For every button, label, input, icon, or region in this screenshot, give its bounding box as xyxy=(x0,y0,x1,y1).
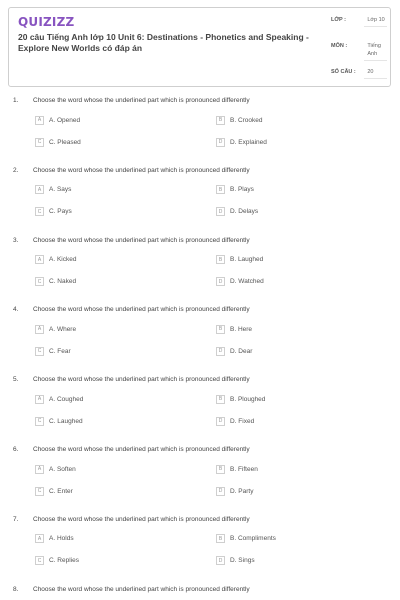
option-text: B. Laughed xyxy=(230,256,264,264)
question-number: 6. xyxy=(13,446,19,453)
meta-row-class xyxy=(331,16,387,42)
answer-option[interactable] xyxy=(35,185,71,195)
option-text: A. Where xyxy=(49,325,77,333)
option-text: C. Replies xyxy=(49,557,79,565)
option-text: B. Compliments xyxy=(230,535,276,543)
meta-row-subject xyxy=(331,42,387,68)
option-letter-box[interactable]: D xyxy=(216,556,225,565)
option-text: B. Crooked xyxy=(230,116,263,124)
question-text: Choose the word whose the underlined part which is pronounced differently xyxy=(33,306,250,314)
quizizz-logo: QUIZIZZ xyxy=(18,15,75,29)
meta-label: SỐ CÂU : xyxy=(331,69,356,75)
answer-option[interactable] xyxy=(35,534,74,544)
worksheet-header xyxy=(8,7,391,87)
option-text: D. Dear xyxy=(230,347,253,355)
option-letter-box[interactable]: C xyxy=(35,277,44,286)
option-letter-box[interactable]: A xyxy=(35,395,44,404)
option-text: D. Sings xyxy=(230,557,255,565)
option-letter-box[interactable]: B xyxy=(216,116,225,125)
option-letter-box[interactable]: C xyxy=(35,207,44,216)
question-number: 1. xyxy=(13,97,19,104)
question-number: 2. xyxy=(13,166,19,174)
option-letter-box[interactable]: C xyxy=(35,347,44,356)
option-letter-box[interactable]: D xyxy=(216,207,225,216)
option-letter-box[interactable]: D xyxy=(216,347,225,356)
answer-option[interactable] xyxy=(35,556,79,566)
answer-option[interactable] xyxy=(216,416,254,426)
answer-option[interactable] xyxy=(216,137,267,147)
answer-option[interactable] xyxy=(216,255,263,265)
meta-row-count xyxy=(331,68,387,79)
option-letter-box[interactable]: B xyxy=(216,255,225,264)
answer-option[interactable] xyxy=(216,346,252,356)
option-letter-box[interactable]: B xyxy=(216,325,225,334)
answer-option[interactable] xyxy=(35,255,76,265)
answer-option[interactable] xyxy=(35,324,76,334)
question-number: 3. xyxy=(13,236,19,244)
option-text: D. Party xyxy=(230,487,254,495)
option-text: C. Enter xyxy=(49,487,73,495)
option-letter-box[interactable]: D xyxy=(216,277,225,286)
answer-option[interactable] xyxy=(35,486,73,496)
option-text: A. Kicked xyxy=(49,256,77,264)
option-text: D. Delays xyxy=(230,208,259,216)
option-text: C. Naked xyxy=(49,278,77,286)
answer-option[interactable] xyxy=(216,486,253,496)
answer-option[interactable] xyxy=(216,394,265,404)
question-number: 8. xyxy=(13,585,19,593)
option-letter-box[interactable]: A xyxy=(35,255,44,264)
option-text: D. Watched xyxy=(230,278,264,286)
worksheet-meta xyxy=(331,16,387,79)
answer-option[interactable] xyxy=(35,464,76,474)
question-number: 5. xyxy=(13,376,19,384)
option-letter-box[interactable]: A xyxy=(35,325,44,334)
option-text: B. Ploughed xyxy=(230,395,266,403)
question-text: Choose the word whose the underlined part which is pronounced differently xyxy=(33,585,250,593)
option-letter-box[interactable]: A xyxy=(35,534,44,543)
answer-option[interactable] xyxy=(35,416,83,426)
option-text: C. Pleased xyxy=(49,138,81,146)
answer-option[interactable] xyxy=(35,115,80,125)
option-letter-box[interactable]: A xyxy=(35,465,44,474)
option-letter-box[interactable]: D xyxy=(216,487,225,496)
answer-option[interactable] xyxy=(216,464,258,474)
meta-value: Lớp 10 xyxy=(364,16,387,27)
option-text: D. Explained xyxy=(230,138,267,146)
option-letter-box[interactable]: B xyxy=(216,395,225,404)
option-letter-box[interactable]: B xyxy=(216,185,225,194)
meta-label: MÔN : xyxy=(331,43,348,49)
option-letter-box[interactable]: A xyxy=(35,185,44,194)
answer-option[interactable] xyxy=(216,185,254,195)
option-text: A. Says xyxy=(49,186,72,194)
option-letter-box[interactable]: D xyxy=(216,417,225,426)
option-text: A. Soften xyxy=(49,465,76,473)
answer-option[interactable] xyxy=(35,137,81,147)
option-text: B. Fifteen xyxy=(230,465,258,473)
answer-option[interactable] xyxy=(216,207,258,217)
question-number: 7. xyxy=(13,515,19,523)
answer-option[interactable] xyxy=(216,115,263,125)
question-number: 4. xyxy=(13,306,19,314)
meta-label: LỚP : xyxy=(331,17,346,23)
option-letter-box[interactable]: C xyxy=(35,417,44,426)
answer-option[interactable] xyxy=(35,207,72,217)
option-letter-box[interactable]: B xyxy=(216,534,225,543)
option-letter-box[interactable]: C xyxy=(35,556,44,565)
option-text: A. Coughed xyxy=(49,395,84,403)
question-text: Choose the word whose the underlined part which is pronounced differently xyxy=(33,236,250,244)
question-text: Choose the word whose the underlined part which is pronounced differently xyxy=(33,376,250,384)
meta-value: Tiếng Anh xyxy=(364,42,387,61)
answer-option[interactable] xyxy=(216,324,252,334)
option-letter-box[interactable]: D xyxy=(216,138,225,147)
question-text: Choose the word whose the underlined part which is pronounced differently xyxy=(33,166,250,174)
answer-option[interactable] xyxy=(35,394,83,404)
question-text: Choose the word whose the underlined part which is pronounced differently xyxy=(33,97,250,104)
option-text: C. Fear xyxy=(49,347,71,355)
option-text: C. Laughed xyxy=(49,417,83,425)
question-text: Choose the word whose the underlined part which is pronounced differently xyxy=(33,446,250,453)
option-letter-box[interactable]: C xyxy=(35,138,44,147)
worksheet-title: 20 câu Tiếng Anh lớp 10 Unit 6: Destinations - Phonetics and Speaking - Explore New Worlds có đáp án xyxy=(18,32,309,53)
option-text: B. Here xyxy=(230,325,253,333)
option-text: B. Plays xyxy=(230,186,254,194)
option-text: A. Holds xyxy=(49,535,74,543)
answer-option[interactable] xyxy=(216,534,276,544)
option-letter-box[interactable]: B xyxy=(216,465,225,474)
answer-option[interactable] xyxy=(216,277,264,287)
meta-value: 20 xyxy=(364,68,387,79)
question-text: Choose the word whose the underlined part which is pronounced differently xyxy=(33,515,250,523)
option-text: A. Opened xyxy=(49,116,81,124)
answer-option[interactable] xyxy=(35,277,76,287)
answer-option[interactable] xyxy=(216,556,255,566)
answer-option[interactable] xyxy=(35,346,71,356)
option-text: D. Fixed xyxy=(230,417,255,425)
option-letter-box[interactable]: A xyxy=(35,116,44,125)
option-text: C. Pays xyxy=(49,208,72,216)
option-letter-box[interactable]: C xyxy=(35,487,44,496)
